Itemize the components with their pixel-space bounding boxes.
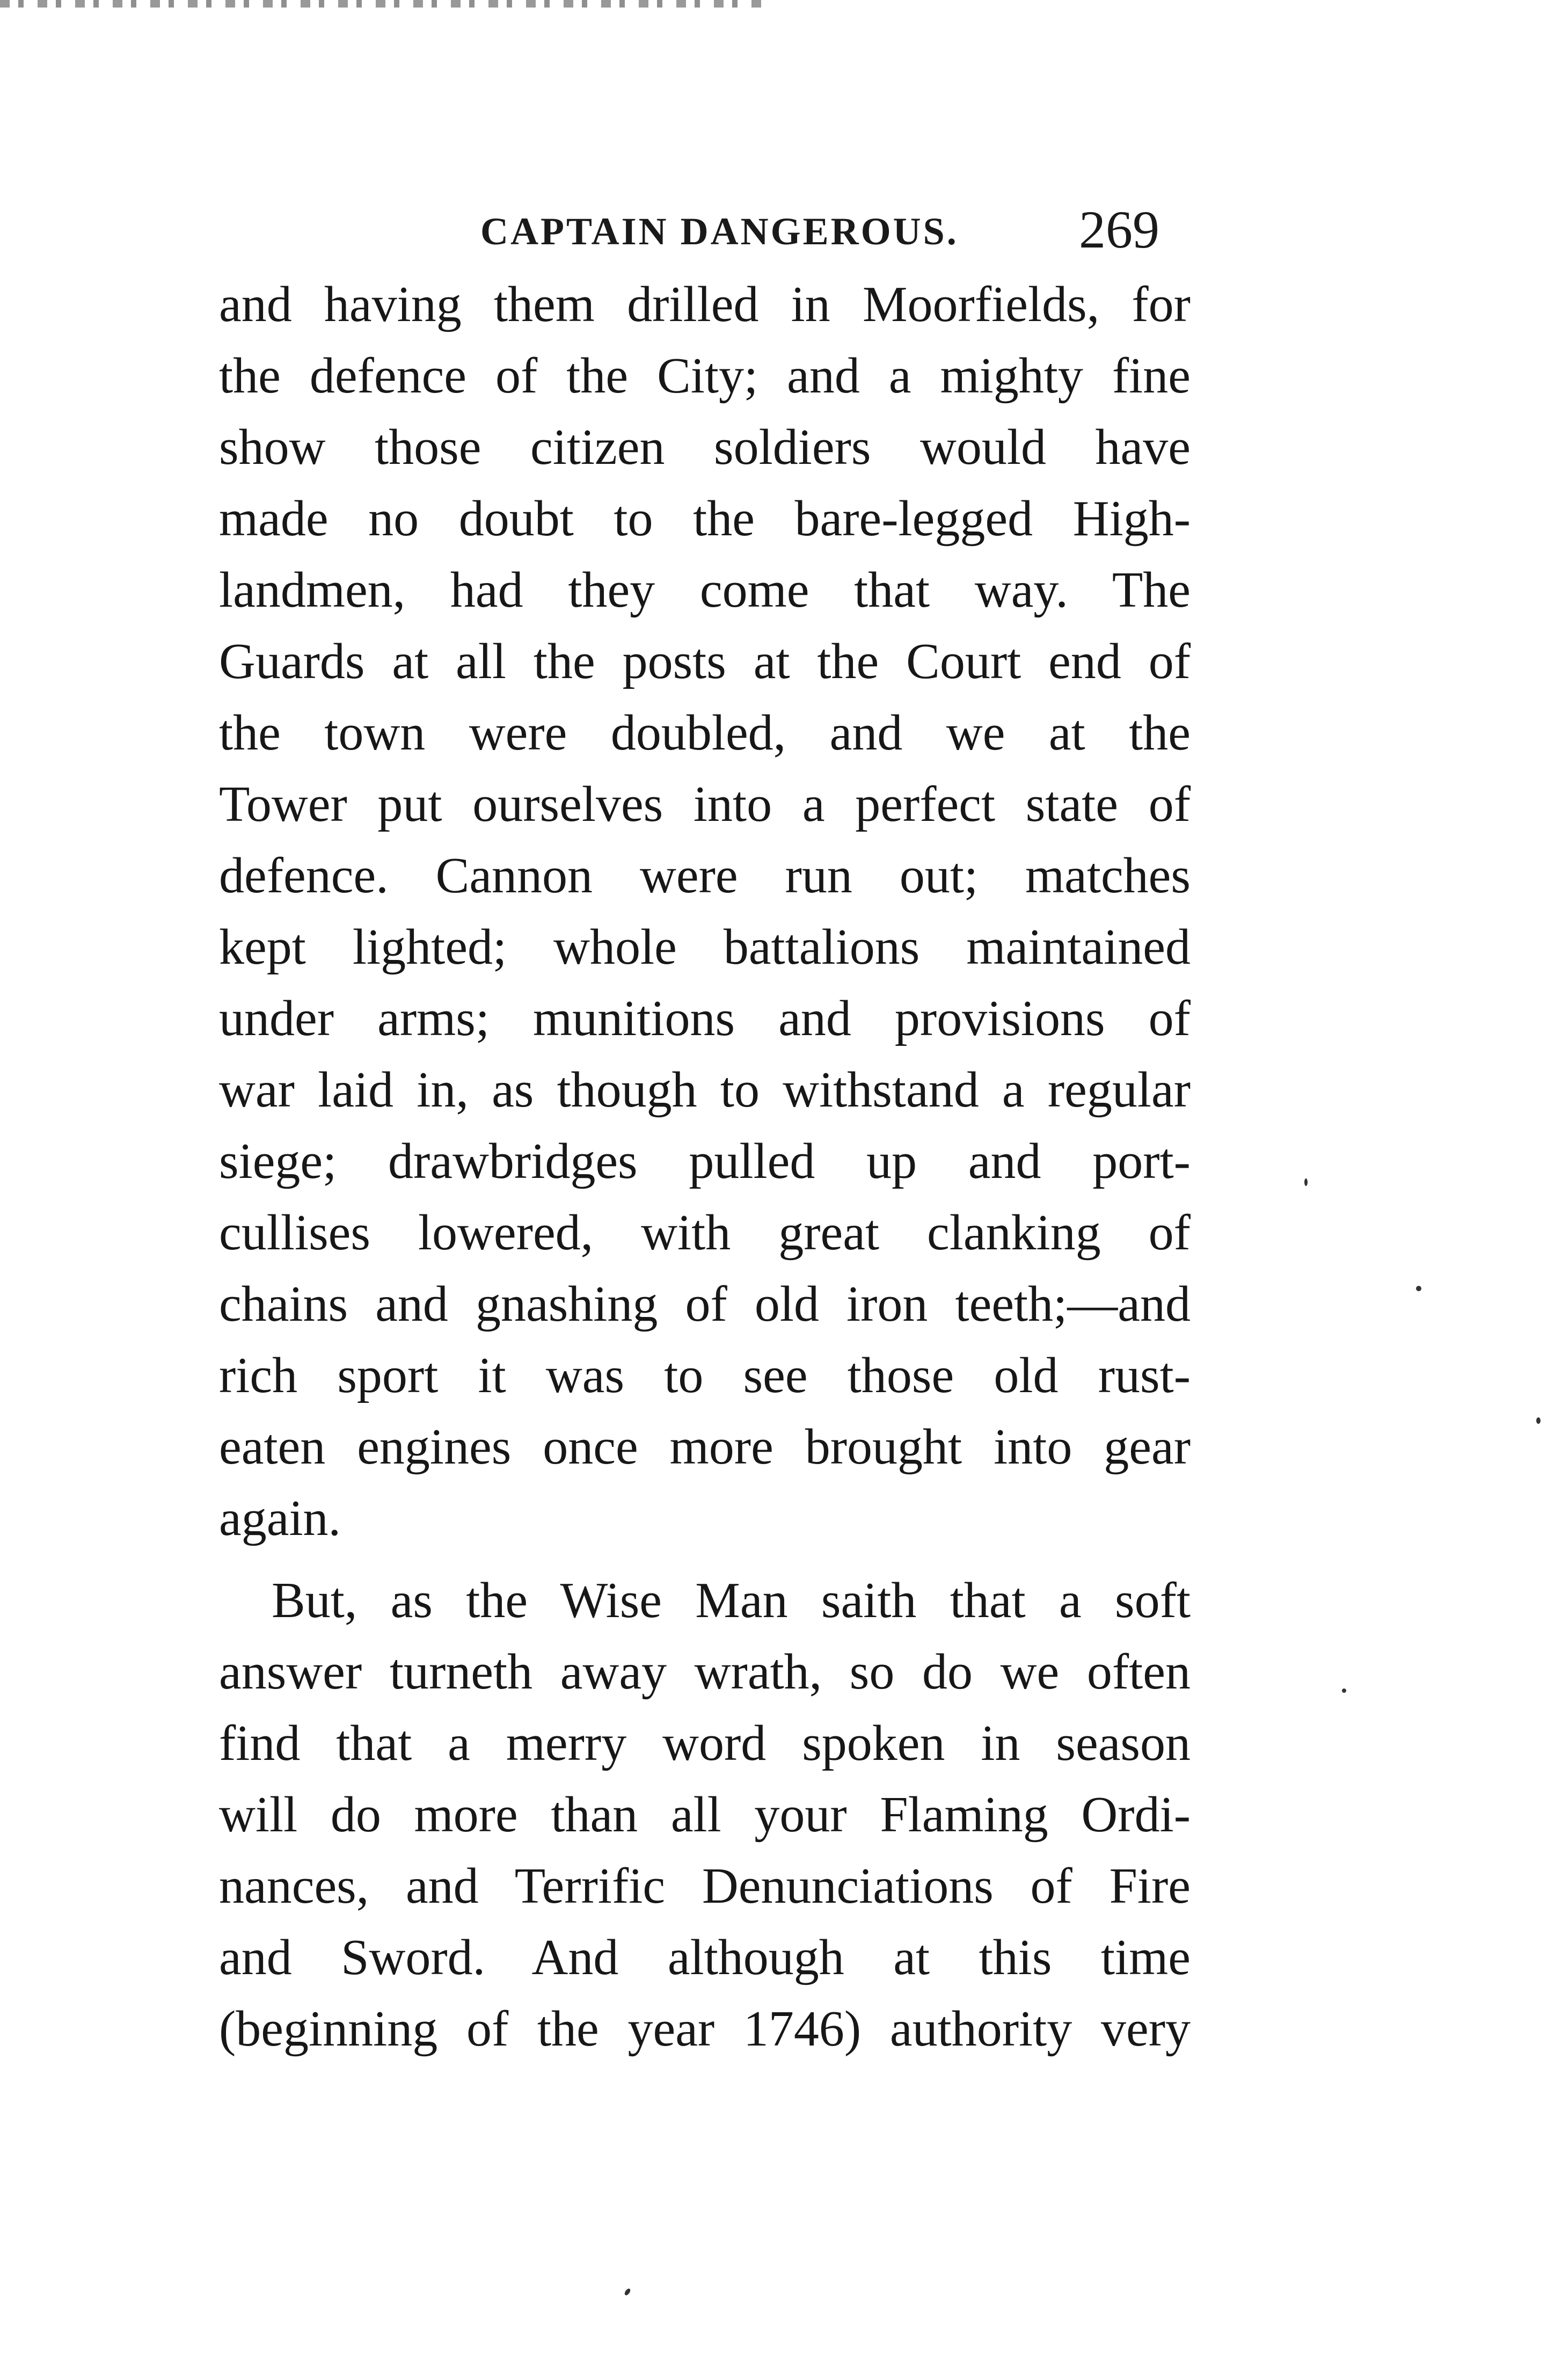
text-line: chains and gnashing of old iron teeth;—and: [219, 1276, 1191, 1332]
scan-speck: [1342, 1688, 1346, 1693]
text-line: eaten engines once more brought into gear: [219, 1419, 1191, 1475]
text-line: (beginning of the year 1746) authority very: [219, 2001, 1191, 2057]
text-line: war laid in, as though to withstand a regular: [219, 1062, 1191, 1118]
text-line: cullises lowered, with great clanking of: [219, 1205, 1191, 1261]
text-line: under arms; munitions and provisions of: [219, 991, 1191, 1046]
text-line: the town were doubled, and we at the: [219, 705, 1191, 761]
text-line: again.: [219, 1490, 341, 1546]
scan-speck: [624, 2288, 632, 2296]
text-line: landmen, had they come that way. The: [219, 562, 1191, 618]
text-line: find that a merry word spoken in season: [219, 1715, 1191, 1771]
text-line: nances, and Terrific Denunciations of Fire: [219, 1858, 1191, 1914]
text-line: kept lighted; whole battalions maintained: [219, 919, 1191, 975]
text-line: Tower put ourselves into a perfect state of: [219, 776, 1191, 832]
scan-speck: [1416, 1286, 1421, 1291]
text-line: answer turneth away wrath, so do we often: [219, 1644, 1191, 1700]
text-line: Guards at all the posts at the Court end of: [219, 634, 1191, 689]
text-line: But, as the Wise Man saith that a soft: [272, 1573, 1191, 1628]
text-line: and Sword. And although at this time: [219, 1930, 1191, 1985]
text-line: siege; drawbridges pulled up and port-: [219, 1133, 1191, 1189]
scan-edge-artifact: [0, 0, 762, 8]
text-line: made no doubt to the bare-legged High-: [219, 491, 1191, 547]
scan-speck: [1304, 1178, 1308, 1186]
text-line: show those citizen soldiers would have: [219, 419, 1191, 475]
text-line: and having them drilled in Moorfields, for: [219, 276, 1191, 332]
text-line: defence. Cannon were run out; matches: [219, 848, 1191, 904]
text-line: the defence of the City; and a mighty fine: [219, 348, 1191, 404]
text-line: rich sport it was to see those old rust-: [219, 1348, 1191, 1403]
scan-speck: [1536, 1417, 1541, 1424]
page-number: 269: [1079, 200, 1159, 259]
running-header-title: CAPTAIN DANGEROUS.: [480, 210, 959, 253]
text-line: will do more than all your Flaming Ordi-: [219, 1787, 1191, 1843]
